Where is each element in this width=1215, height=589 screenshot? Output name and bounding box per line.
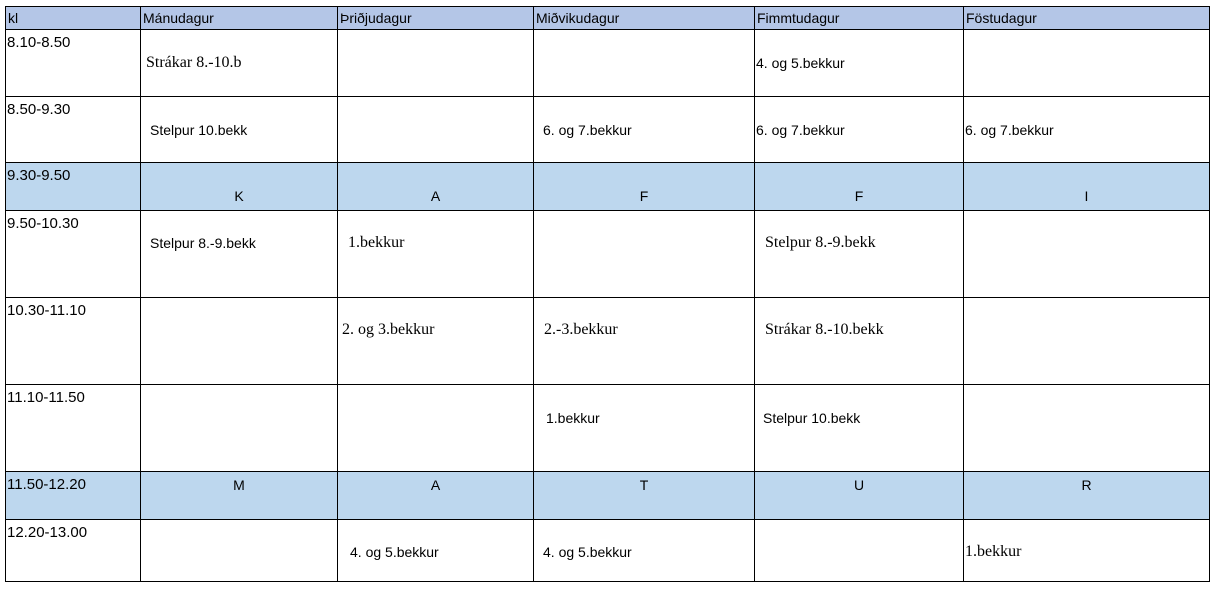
cell-tuesday — [338, 520, 534, 582]
table-row — [6, 211, 1210, 298]
header-thursday: Fimmtudagur — [755, 7, 964, 30]
cell-wednesday — [534, 97, 755, 163]
break-letter: F — [755, 163, 964, 211]
entry-text: 6. og 7.bekkur — [965, 122, 1054, 138]
cell-tuesday — [338, 211, 534, 298]
time-cell: 11.10-11.50 — [6, 385, 141, 472]
cell-monday — [141, 30, 338, 97]
cell-thursday — [755, 30, 964, 97]
break-letter: T — [534, 472, 755, 520]
entry-text: Stelpur 10.bekk — [150, 122, 248, 138]
table-row — [6, 30, 1210, 97]
cell-monday — [141, 385, 338, 472]
cell-wednesday — [534, 211, 755, 298]
break-letter: I — [964, 163, 1210, 211]
cell-thursday — [755, 298, 964, 385]
cell-tuesday — [338, 385, 534, 472]
cell-thursday — [755, 97, 964, 163]
entry-text: 6. og 7.bekkur — [543, 122, 632, 138]
break-letter: A — [338, 163, 534, 211]
header-friday: Föstudagur — [964, 7, 1210, 30]
table-row — [6, 298, 1210, 385]
break-letter: F — [534, 163, 755, 211]
cell-thursday — [755, 520, 964, 582]
entry-text: 4. og 5.bekkur — [756, 55, 845, 71]
header-time: kl — [6, 7, 141, 30]
break-letter: U — [755, 472, 964, 520]
cell-wednesday — [534, 520, 755, 582]
cell-friday — [964, 298, 1210, 385]
time-cell: 8.50-9.30 — [6, 97, 141, 163]
entry-text: 1.bekkur — [348, 234, 405, 251]
cell-friday — [964, 211, 1210, 298]
time-cell: 9.50-10.30 — [6, 211, 141, 298]
cell-monday — [141, 97, 338, 163]
entry-text: Strákar 8.-10.b — [146, 54, 242, 71]
break-letter: K — [141, 163, 338, 211]
cell-wednesday — [534, 385, 755, 472]
table-row — [6, 385, 1210, 472]
cell-monday — [141, 211, 338, 298]
entry-text: 4. og 5.bekkur — [543, 544, 632, 560]
cell-wednesday — [534, 30, 755, 97]
header-wednesday: Miðvikudagur — [534, 7, 755, 30]
entry-text: 2.-3.bekkur — [544, 321, 618, 338]
schedule-table — [5, 6, 1210, 582]
entry-text: 4. og 5.bekkur — [350, 544, 439, 560]
time-cell: 11.50-12.20 — [6, 472, 141, 520]
time-cell: 10.30-11.10 — [6, 298, 141, 385]
cell-friday — [964, 520, 1210, 582]
time-cell: 9.30-9.50 — [6, 163, 141, 211]
entry-text: 6. og 7.bekkur — [756, 122, 845, 138]
break-row — [6, 472, 1210, 520]
cell-monday — [141, 298, 338, 385]
cell-friday — [964, 30, 1210, 97]
header-tuesday: Þriðjudagur — [338, 7, 534, 30]
break-letter: R — [964, 472, 1210, 520]
entry-text: Stelpur 8.-9.bekk — [150, 235, 256, 251]
cell-tuesday — [338, 298, 534, 385]
entry-text: 1.bekkur — [965, 543, 1022, 560]
cell-thursday — [755, 211, 964, 298]
cell-monday — [141, 520, 338, 582]
cell-wednesday — [534, 298, 755, 385]
entry-text: Stelpur 8.-9.bekk — [765, 234, 876, 251]
break-letter: M — [141, 472, 338, 520]
table-row — [6, 97, 1210, 163]
cell-friday — [964, 385, 1210, 472]
entry-text: 1.bekkur — [546, 410, 600, 426]
time-cell: 8.10-8.50 — [6, 30, 141, 97]
header-row — [6, 7, 1210, 30]
break-letter: A — [338, 472, 534, 520]
time-cell: 12.20-13.00 — [6, 520, 141, 582]
cell-tuesday — [338, 30, 534, 97]
cell-friday — [964, 97, 1210, 163]
table-row — [6, 520, 1210, 582]
entry-text: 2. og 3.bekkur — [342, 321, 435, 338]
break-row — [6, 163, 1210, 211]
entry-text: Strákar 8.-10.bekk — [765, 321, 884, 338]
header-monday: Mánudagur — [141, 7, 338, 30]
cell-tuesday — [338, 97, 534, 163]
cell-thursday — [755, 385, 964, 472]
entry-text: Stelpur 10.bekk — [763, 410, 861, 426]
